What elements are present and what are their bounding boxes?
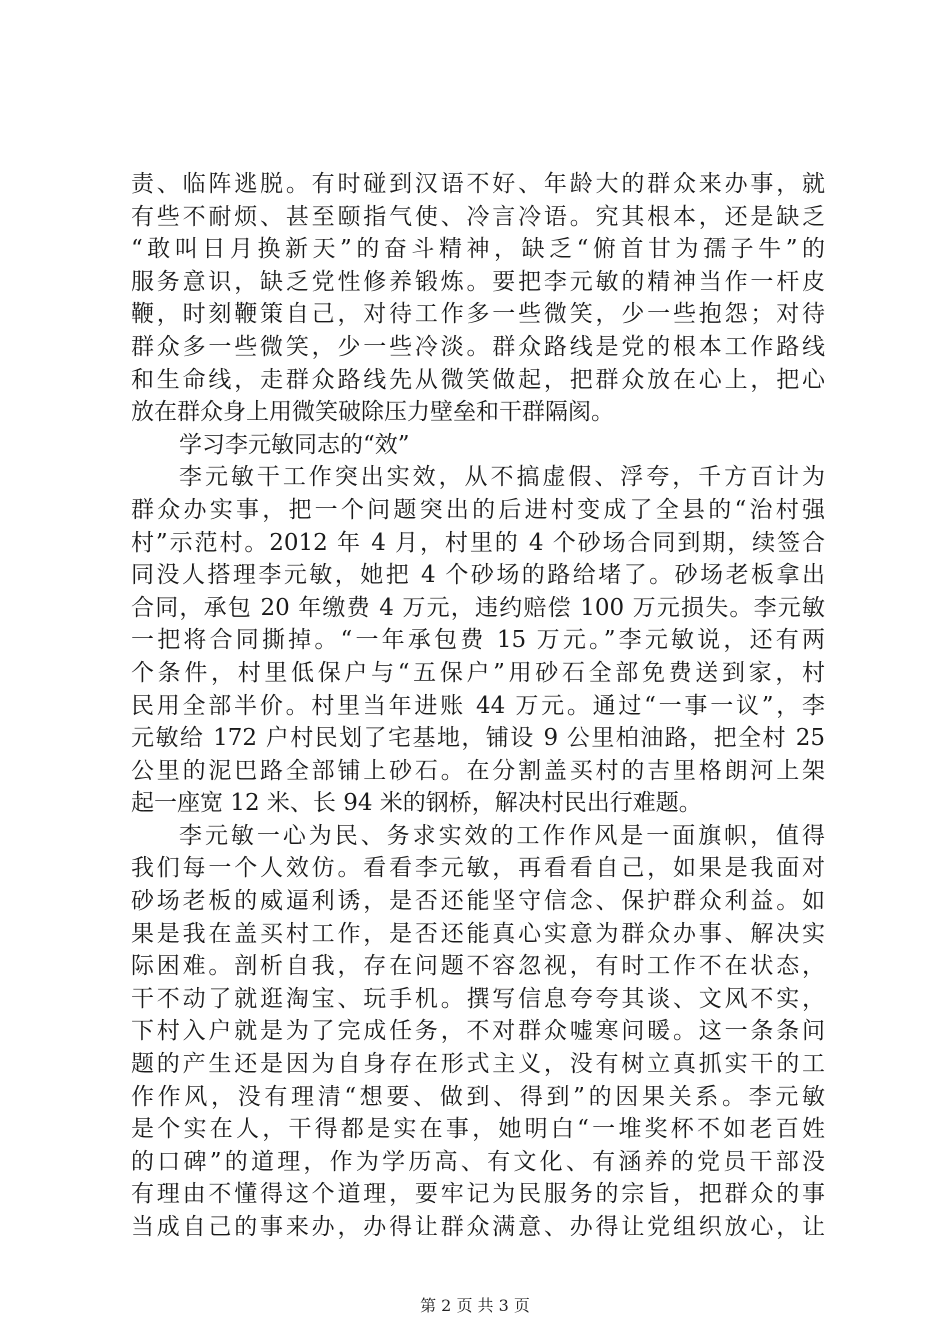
text-line: 是个实在人，干得都是实在事，她明白“一堆奖杯不如老百姓 [131,1116,825,1143]
text-line: 李元敏干工作突出实效，从不搞虚假、浮夸，千方百计为 [179,464,825,491]
text-line: 服务意识，缺乏党性修养锻炼。要把李元敏的精神当作一杆皮 [131,268,825,295]
text-line: 当成自己的事来办，办得让群众满意、办得让党组织放心，让 [131,1214,825,1240]
text-line: 群众办实事，把一个问题突出的后进村变成了全县的“治村强 [131,496,825,523]
paragraph-achievements [131,461,825,820]
text-line: 砂场老板的威逼利诱，是否还能坚守信念、保护群众利益。如 [131,888,825,915]
paragraph-continuation [131,168,825,429]
text-line: 我们每一个人效仿。看看李元敏，再看看自己，如果是我面对 [131,855,825,882]
text-line: 个条件，村里低保户与“五保户”用砂石全部免费送到家，村 [131,659,825,686]
text-line: 下村入户就是为了完成任务，不对群众嘘寒问暖。这一条条问 [131,1018,825,1045]
text-line: 果是我在盖买村工作，是否还能真心实意为群众办事、解决实 [131,920,825,947]
page-number: 第 2 页 共 3 页 [420,1296,530,1315]
text-line: 李元敏一心为民、务求实效的工作作风是一面旗帜，值得 [179,822,825,849]
text-line: 村”示范村。2012 年 4 月，村里的 4 个砂场合同到期，续签合 [131,529,825,556]
text-line: 起一座宽 12 米、长 94 米的钢桥，解决村民出行难题。 [131,790,702,817]
text-line: 作作风，没有理清“想要、做到、得到”的因果关系。李元敏 [131,1083,825,1110]
text-line: 一把将合同撕掉。“一年承包费 15 万元。”李元敏说，还有两 [131,627,825,654]
text-line: 同没人搭理李元敏，她把 4 个砂场的路给堵了。砂场老板拿出 [131,562,825,589]
section-heading: 学习李元敏同志的“效” [179,431,410,458]
text-line: 元敏给 172 户村民划了宅基地，铺设 9 公里柏油路，把全村 25 [131,725,825,752]
text-line: 和生命线，走群众路线先从微笑做起，把群众放在心上，把心 [131,366,825,393]
text-line: 干不动了就逛淘宝、玩手机。撰写信息夸夸其谈、文风不实， [131,985,825,1012]
text-line: 民用全部半价。村里当年进账 44 万元。通过“一事一议”，李 [131,692,825,719]
text-line: 题的产生还是因为自身存在形式主义，没有树立真抓实干的工 [131,1051,825,1078]
text-line: 合同，承包 20 年缴费 4 万元，违约赔偿 100 万元损失。李元敏 [131,594,825,621]
document-body [131,168,825,1244]
text-line: 责、临阵逃脱。有时碰到汉语不好、年龄大的群众来办事，就 [131,171,825,197]
text-line: “敢叫日月换新天”的奋斗精神，缺乏“俯首甘为孺子牛”的 [131,236,825,263]
text-line: 的口碑”的道理，作为学历高、有文化、有涵养的党员干部没 [131,1148,825,1175]
paragraph-reflection [131,820,825,1244]
text-line: 公里的泥巴路全部铺上砂石。在分割盖买村的吉里格朗河上架 [131,757,825,784]
text-line: 放在群众身上用微笑破除压力壁垒和干群隔阂。 [131,399,614,426]
text-line: 鞭，时刻鞭策自己，对待工作多一些微笑，少一些抱怨；对待 [131,301,825,328]
text-line: 群众多一些微笑，少一些冷淡。群众路线是党的根本工作路线 [131,333,825,360]
text-line: 有理由不懂得这个道理，要牢记为民服务的宗旨，把群众的事 [131,1181,825,1208]
text-line: 际困难。剖析自我，存在问题不容忽视，有时工作不在状态， [131,953,825,980]
text-line: 有些不耐烦、甚至颐指气使、冷言冷语。究其根本，还是缺乏 [131,203,825,230]
